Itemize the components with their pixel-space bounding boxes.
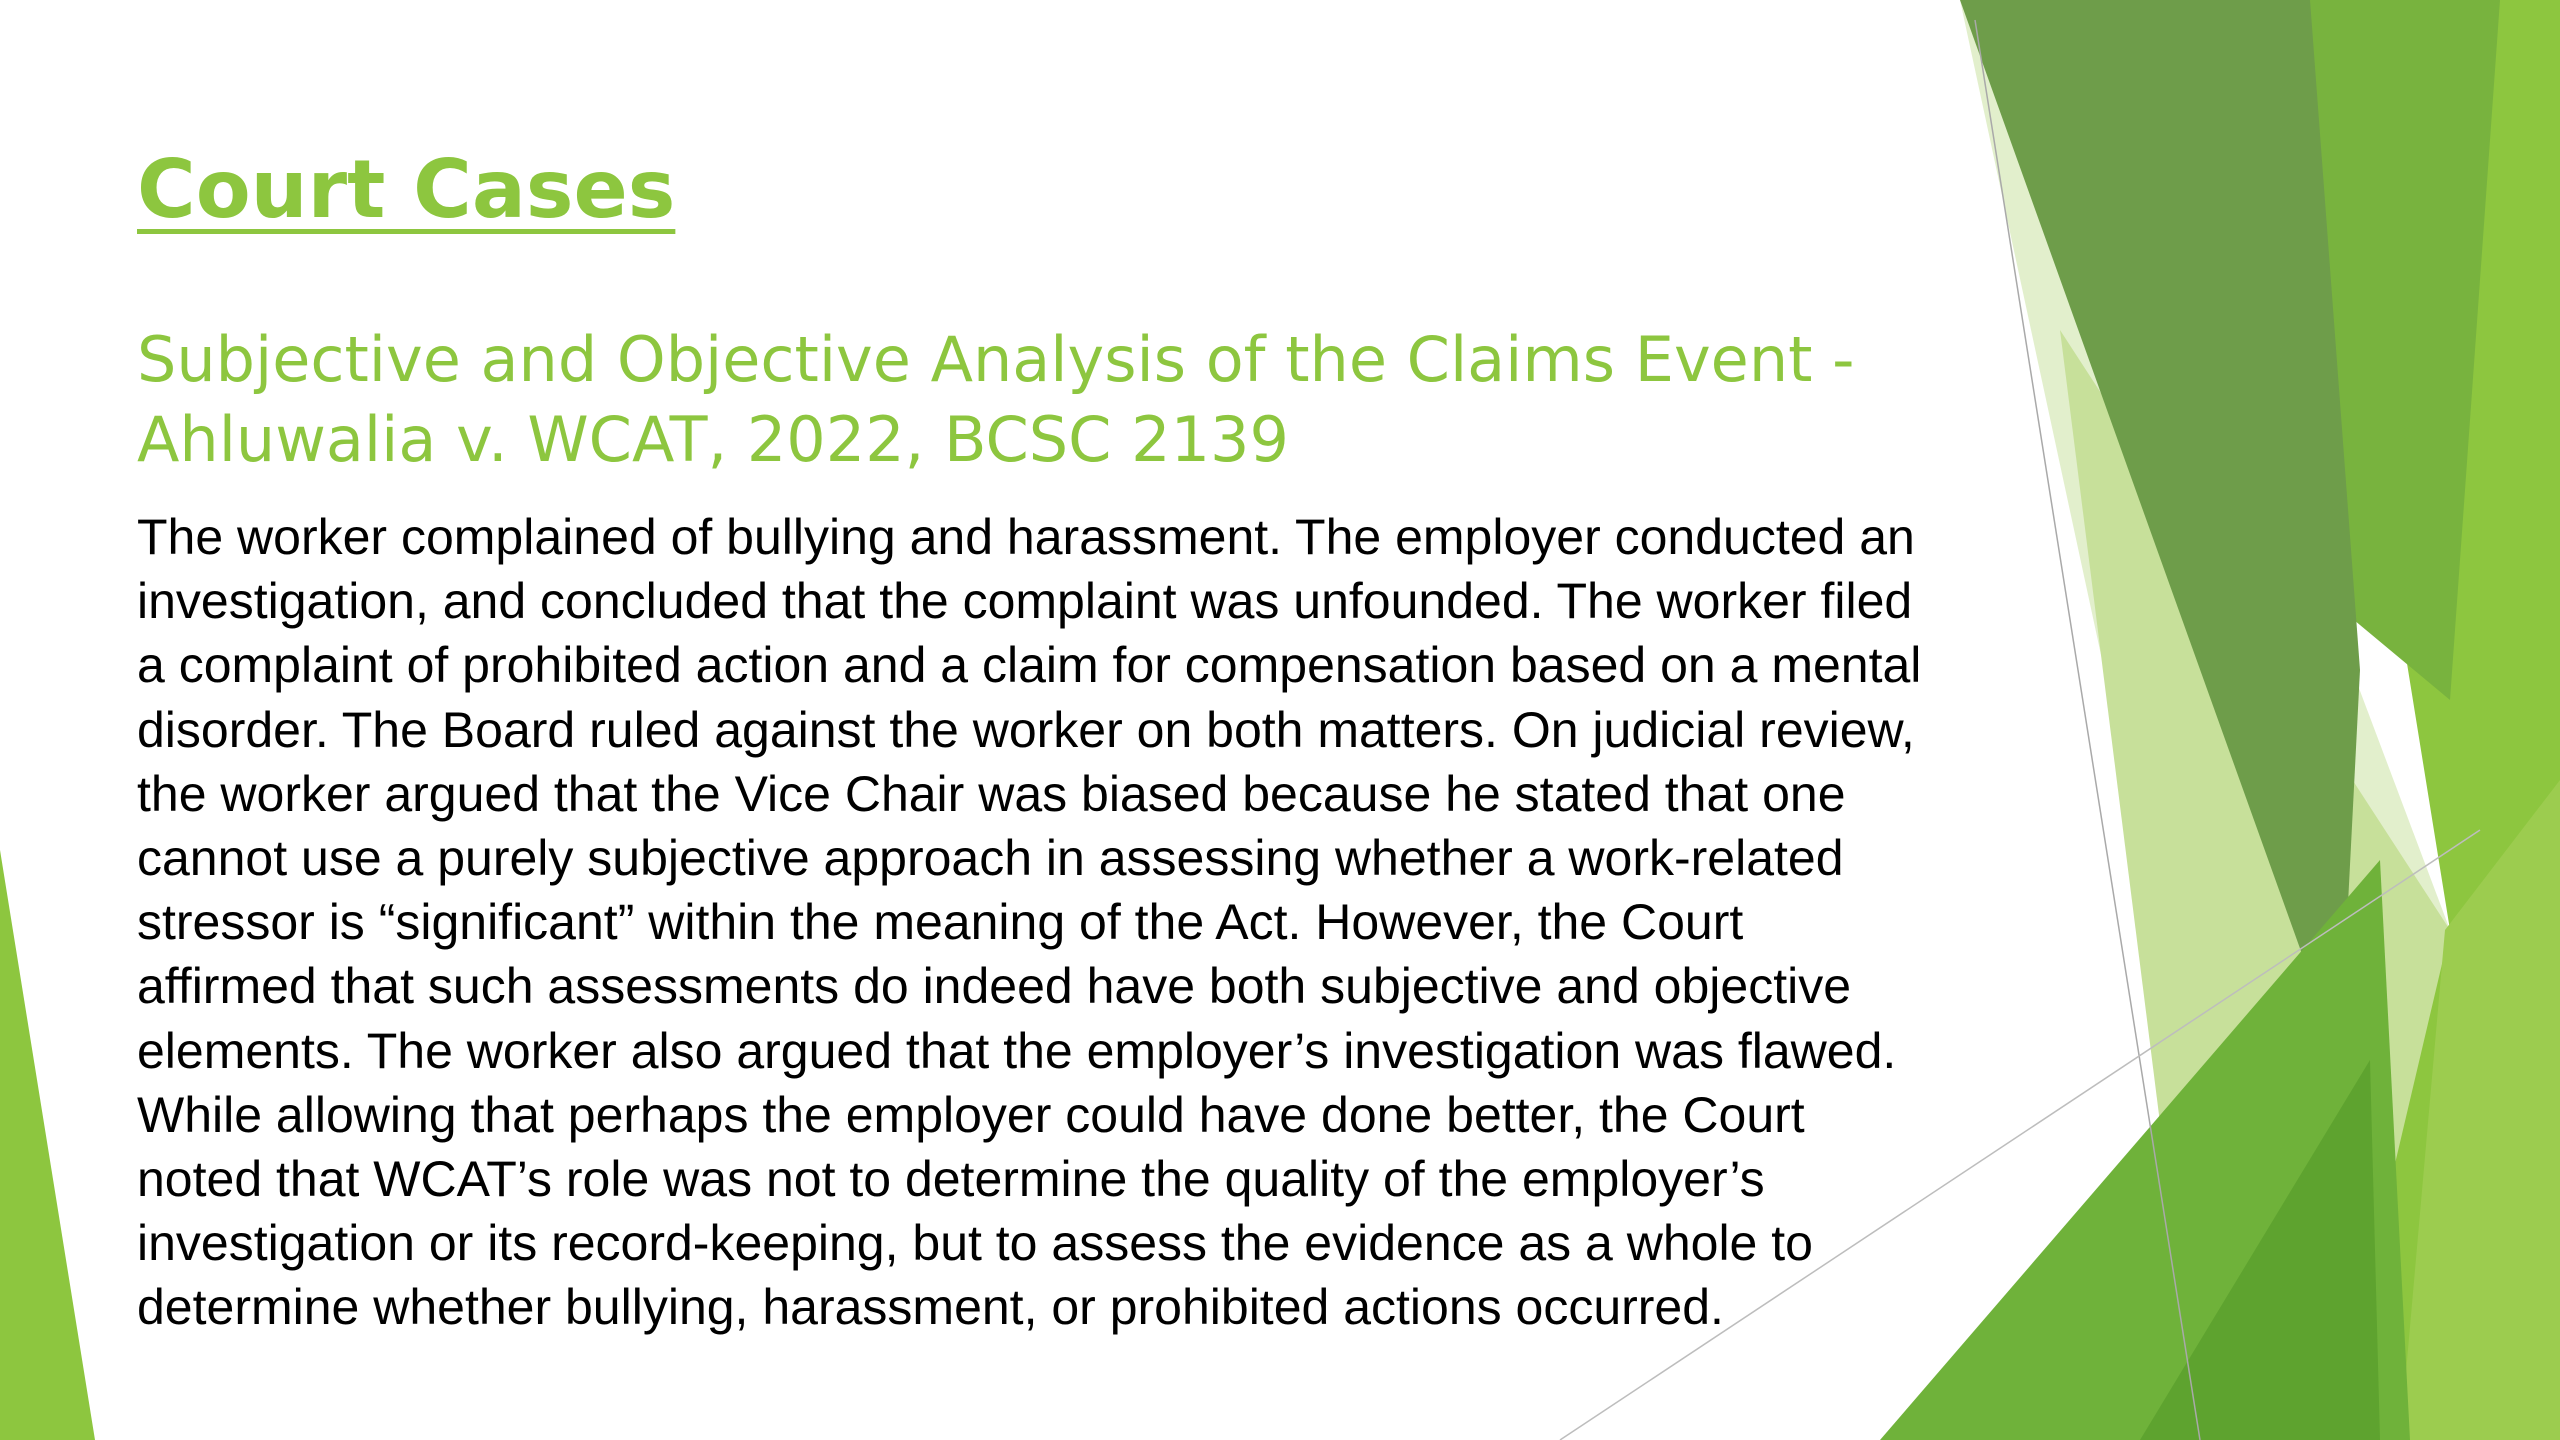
slide-title: Court Cases [137,143,676,236]
case-summary: The worker complained of bullying and harassment. The employer conducted an investigation, and concluded that the complaint was unfounded. The worker filed a complaint of prohibited action and a claim for compensation based on a mental disorder. The Board ruled against the worker on both matters. On judicial review, the worker argued that the Vice Chair was biased because he stated that one cannot use a purely subjective approach in assessing whether a work-related stressor is “significant” within the meaning of the Act. However, the Court affirmed that such assessments do indeed have both subjective and objective elements. The worker also argued that the employer’s investigation was flawed. While allowing that perhaps the employer could have done better, the Court noted that WCAT’s role was not to determine the quality of the employer’s investigation or its record-keeping, but to assess the evidence as a whole to determine whether bullying, harassment, or prohibited actions occurred. [137,509,1922,1336]
slide-subtitle: Subjective and Objective Analysis of the Claims Event - Ahluwalia v. WCAT, 2022, BCSC 2139 [137,323,1855,476]
left-facet [0,850,95,1440]
